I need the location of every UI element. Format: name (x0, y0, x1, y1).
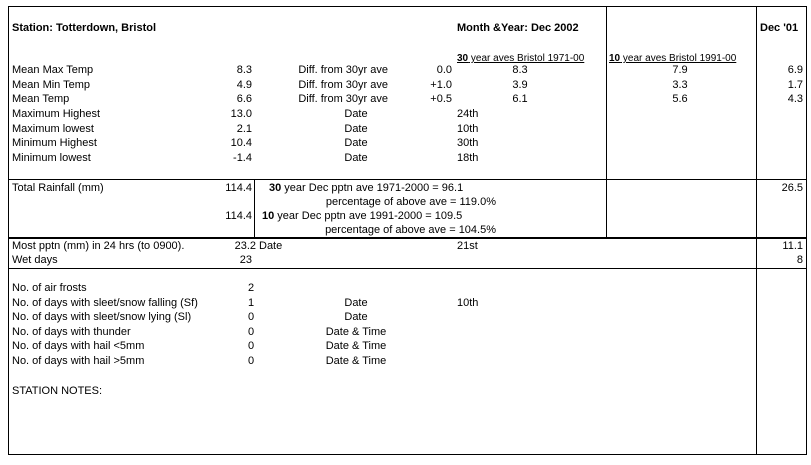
divider-rain-top (8, 179, 807, 180)
temp-label: Mean Temp (12, 93, 70, 105)
prev-year-header: Dec '01 (760, 22, 799, 34)
temp-ave30: 8.3 (512, 64, 528, 76)
temp-label: Mean Max Temp (12, 64, 94, 76)
rainfall-pct-1: percentage of above ave = 119.0% (325, 196, 496, 208)
temp-value: 4.9 (236, 78, 252, 91)
outer-border-top (8, 6, 807, 7)
extreme-date-label: Date (344, 137, 368, 149)
extreme-date-label: Date (344, 108, 368, 120)
day-count-value: 0 (248, 311, 255, 323)
extreme-value: 13.0 (230, 108, 252, 120)
temp-diff-label: Diff. from 30yr ave (298, 93, 388, 105)
day-count-value: 0 (248, 340, 255, 352)
rainfall-ave10-line (262, 210, 462, 223)
divider-avg-col (606, 6, 607, 239)
extreme-date: 10th (457, 122, 479, 135)
day-count-label: No. of days with sleet/snow falling (Sf) (12, 296, 198, 309)
day-count-label: No. of days with sleet/snow lying (Sl) (12, 311, 192, 323)
ave10-header-bold: 10 (609, 53, 621, 64)
most-pptn-prev: 11.1 (782, 240, 803, 252)
temp-diff: +0.5 (430, 93, 452, 105)
temp-label: Mean Min Temp (12, 78, 91, 91)
extreme-label: Maximum lowest (12, 122, 94, 135)
ave30-header-rest: year aves Bristol 1971-00 (468, 53, 585, 64)
day-count-value: 0 (248, 354, 255, 367)
temp-ave10: 5.6 (672, 93, 688, 105)
temp-prev: 4.3 (787, 93, 803, 105)
day-count-date-label: Date (344, 311, 368, 323)
rainfall-ave30-line (269, 182, 463, 195)
day-count-value: 1 (248, 296, 255, 309)
wet-days-label: Wet days (12, 254, 58, 266)
month-year-title: Month &Year: Dec 2002 (457, 22, 579, 34)
rainfall-ave30-bold: 30 (269, 182, 282, 194)
rainfall-ave10-rest: year Dec pptn ave 1991-2000 = 109.5 (274, 210, 463, 222)
temp-diff: +1.0 (430, 78, 452, 91)
temp-prev: 1.7 (787, 78, 803, 91)
outer-border-bottom (8, 454, 807, 455)
temp-diff: 0.0 (436, 64, 452, 76)
wet-days-value: 23 (239, 254, 252, 266)
most-pptn-value: 23.2 (234, 240, 256, 252)
day-count-label: No. of air frosts (12, 282, 87, 294)
divider-rain-bottom (8, 237, 807, 239)
day-count-date-label: Date & Time (325, 354, 387, 367)
station-notes-label: STATION NOTES: (12, 385, 103, 397)
extreme-date: 24th (457, 108, 479, 120)
temp-diff-label: Diff. from 30yr ave (298, 64, 388, 76)
divider-prev-col (756, 6, 757, 455)
day-count-date-label: Date & Time (325, 340, 387, 352)
ave10-header-rest: year aves Bristol 1991-00 (620, 53, 737, 64)
rainfall-pct-2: percentage of above ave = 104.5% (325, 224, 496, 236)
day-count-label: No. of days with hail >5mm (12, 354, 145, 367)
extreme-label: Maximum Highest (12, 108, 101, 120)
wet-days-prev: 8 (796, 254, 803, 266)
temp-ave30: 6.1 (512, 93, 528, 105)
day-count-date-label: Date (344, 296, 368, 309)
rainfall-ave30-rest: year Dec pptn ave 1971-2000 = 96.1 (281, 182, 464, 194)
outer-border-left (8, 6, 9, 455)
temp-value: 8.3 (236, 64, 252, 76)
temp-ave10: 7.9 (672, 64, 688, 76)
extreme-date-label: Date (344, 151, 368, 164)
rainfall-value-1: 114.4 (225, 182, 252, 194)
extreme-date-label: Date (344, 122, 368, 135)
day-count-label: No. of days with hail <5mm (12, 340, 145, 352)
temp-diff-label: Diff. from 30yr ave (298, 78, 388, 91)
extreme-label: Minimum lowest (12, 151, 91, 164)
temp-ave30: 3.9 (512, 78, 528, 91)
rainfall-prev: 26.5 (781, 182, 803, 194)
most-pptn-date: 21st (457, 240, 478, 252)
extreme-value: 10.4 (230, 137, 252, 149)
divider-rain-sep (254, 180, 255, 238)
temp-value: 6.6 (236, 93, 252, 105)
most-pptn-date-label: Date (259, 240, 283, 252)
outer-border-right (806, 6, 807, 455)
day-count-label: No. of days with thunder (12, 325, 131, 338)
day-count-value: 2 (248, 282, 255, 294)
day-count-value: 0 (248, 325, 255, 338)
rainfall-ave10-bold: 10 (262, 210, 275, 222)
extreme-date: 18th (457, 151, 479, 164)
divider-wetdays (8, 268, 807, 269)
extreme-value: -1.4 (233, 151, 252, 164)
temp-ave10: 3.3 (672, 78, 688, 91)
ave30-header-bold: 30 (457, 53, 469, 64)
day-count-date: 10th (457, 296, 479, 309)
rainfall-value-2: 114.4 (225, 210, 252, 222)
extreme-value: 2.1 (236, 122, 252, 135)
most-pptn-label: Most pptn (mm) in 24 hrs (to 0900). (12, 240, 185, 252)
day-count-date-label: Date & Time (325, 325, 387, 338)
temp-prev: 6.9 (787, 64, 803, 76)
extreme-date: 30th (457, 137, 479, 149)
station-title: Station: Totterdown, Bristol (12, 22, 157, 34)
extreme-label: Minimum Highest (12, 137, 97, 149)
rainfall-label: Total Rainfall (mm) (12, 182, 104, 194)
